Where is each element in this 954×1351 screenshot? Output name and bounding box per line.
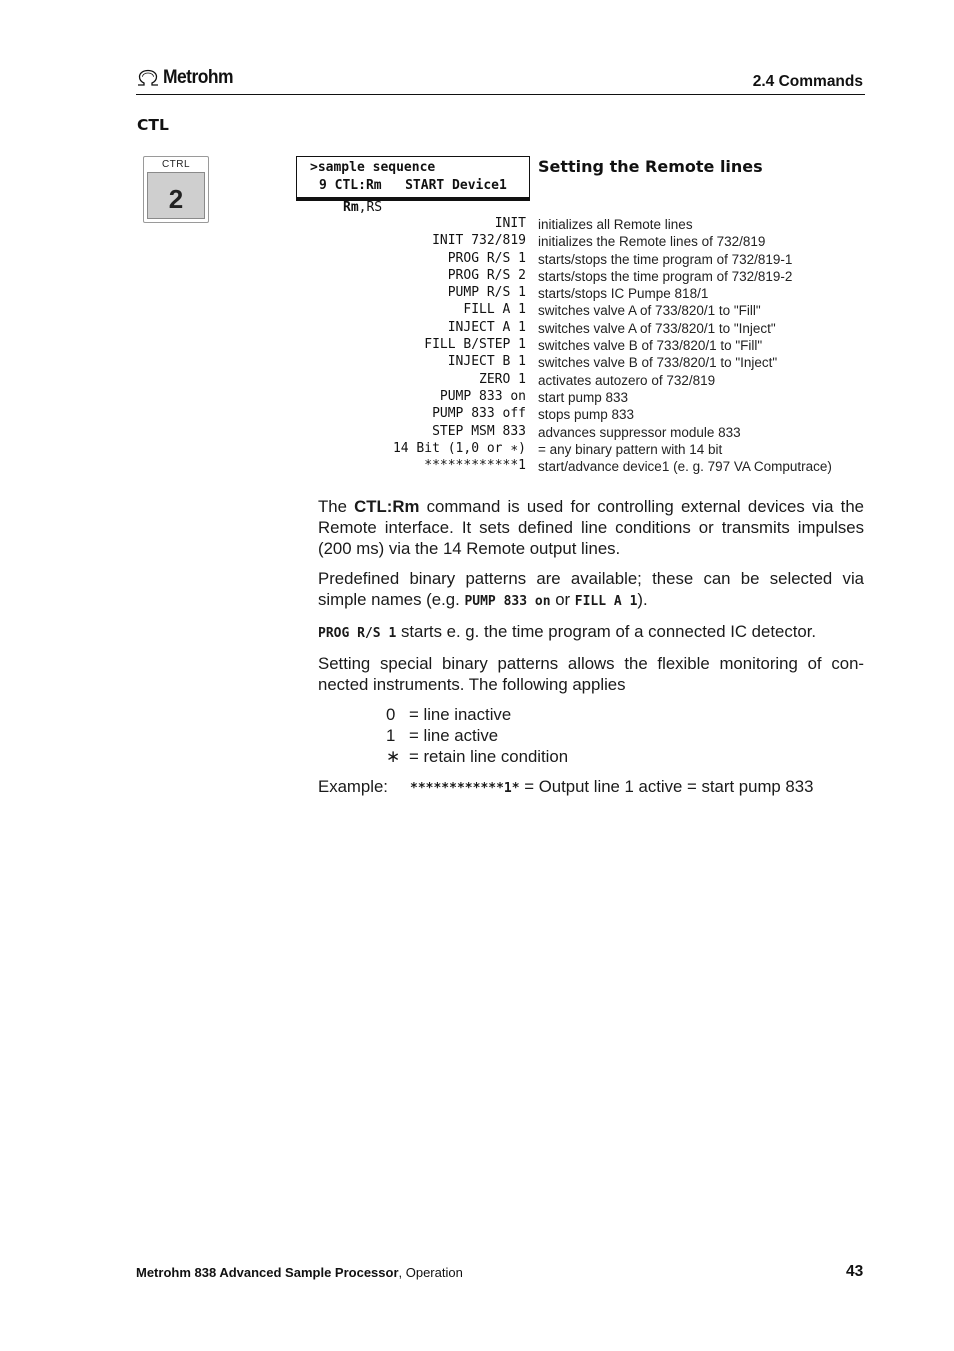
param-code: PUMP 833 on: [439, 388, 526, 404]
param-desc: stops pump 833: [538, 407, 635, 423]
param-desc: starts/stops the time program of 732/819-1: [538, 251, 793, 267]
paragraph: Setting special binary patterns allows the flexible monitoring of con-nected instruments. The following applies: [318, 654, 864, 694]
lcd-display: [296, 156, 530, 198]
param-desc: start pump 833: [538, 389, 629, 405]
paragraph: [318, 568, 864, 612]
param-code: INJECT A 1: [447, 319, 526, 335]
selected-parameter: Rm: [343, 200, 359, 215]
code-ref: PUMP 833 on: [464, 594, 551, 609]
command-ref: CTL:Rm: [354, 497, 420, 516]
param-code: STEP MSM 833: [432, 423, 526, 439]
param-code: INIT: [494, 216, 526, 231]
metrohm-logo: [136, 67, 239, 89]
list-item: [386, 704, 864, 725]
text: The: [318, 497, 355, 516]
ctrl-key: [143, 156, 209, 223]
legend-text: = line active: [409, 726, 499, 745]
param-code: ZERO 1: [479, 371, 526, 387]
list-item: [296, 458, 876, 475]
text: or: [550, 590, 575, 609]
command-name: CTL: [137, 116, 169, 134]
param-desc: starts/stops the time program of 732/819-2: [538, 268, 793, 284]
param-desc: activates autozero of 732/819: [538, 372, 716, 388]
param-desc: initializes all Remote lines: [538, 217, 693, 232]
param-code: FILL B/STEP 1: [424, 337, 526, 353]
param-code: INJECT B 1: [447, 354, 526, 370]
list-item: [296, 233, 876, 250]
example: [318, 776, 864, 799]
page-header: [136, 64, 865, 95]
text: starts e. g. the time program of a connected IC detector.: [396, 622, 817, 641]
list-item: [386, 746, 864, 767]
param-code: PROG R/S 2: [447, 267, 526, 283]
legend-symbol: ∗: [386, 747, 401, 766]
example-content: [410, 776, 813, 799]
omega-icon: [136, 69, 160, 87]
legend: [386, 704, 864, 767]
list-item: [296, 406, 876, 423]
list-item: [296, 285, 876, 302]
param-code: PUMP 833 off: [432, 406, 526, 422]
param-desc: switches valve A of 733/820/1 to "Fill": [538, 303, 761, 319]
example-label: Example:: [318, 777, 388, 796]
page-number: 43: [846, 1263, 864, 1280]
legend-symbol: 0: [386, 705, 396, 724]
param-desc: = any binary pattern with 14 bit: [538, 441, 723, 457]
param-desc: initializes the Remote lines of 732/819: [538, 234, 766, 250]
list-item: [296, 268, 876, 285]
parameter-selector: [343, 200, 382, 215]
param-code: INIT 732/819: [432, 233, 526, 249]
param-desc: starts/stops IC Pumpe 818/1: [538, 286, 709, 302]
list-item: [296, 302, 876, 319]
footer-product: Metrohm 838 Advanced Sample Processor: [136, 1265, 399, 1280]
key-face: [147, 172, 205, 219]
legend-text: = line inactive: [409, 705, 512, 724]
text: command is used for controlling external devices via the Remote interface. It sets defined line conditions or transmits impulses (200 ms) via the 14 Remote output lines.: [318, 497, 864, 558]
list-item: [296, 251, 876, 268]
list-item: [296, 354, 876, 371]
list-item: [386, 725, 864, 746]
param-code: ************1: [424, 458, 526, 474]
list-item: [296, 337, 876, 354]
legend-symbol: 1: [386, 726, 396, 745]
key-number: 2: [168, 184, 184, 214]
other-parameter: ,RS: [358, 200, 383, 215]
code-ref: PROG R/S 1: [318, 626, 397, 641]
key-label: CTRL: [161, 159, 191, 170]
list-item: [296, 424, 876, 441]
body-text: [318, 496, 864, 799]
param-code: FILL A 1: [463, 302, 526, 318]
list-item: [296, 389, 876, 406]
text: ).: [637, 590, 648, 609]
list-item: [296, 372, 876, 389]
text: Predefined binary patterns are available; these can be selected via simple names (e.g.: [318, 569, 864, 609]
param-code: PROG R/S 1: [447, 250, 526, 266]
display-underline: [296, 198, 530, 201]
param-desc: switches valve A of 733/820/1 to "Inject": [538, 320, 776, 336]
subtitle: Setting the Remote lines: [538, 157, 763, 176]
footer-suffix: , Operation: [398, 1265, 463, 1280]
param-desc: start/advance device1 (e. g. 797 VA Computrace): [538, 459, 832, 475]
list-item: [296, 216, 876, 233]
param-code: PUMP R/S 1: [447, 285, 526, 301]
list-item: [296, 441, 876, 458]
parameter-list: [296, 216, 876, 475]
logo-text: Metrohm: [163, 67, 233, 88]
paragraph: [318, 621, 864, 644]
list-item: [296, 320, 876, 337]
page-footer: [136, 1265, 463, 1280]
code-ref: FILL A 1: [574, 594, 638, 609]
legend-text: = retain line condition: [409, 747, 569, 766]
paragraph: [318, 496, 864, 559]
code-ref: ************1*: [410, 781, 520, 796]
display-line-1: >sample sequence: [310, 160, 436, 175]
param-desc: switches valve B of 733/820/1 to "Inject": [538, 355, 778, 371]
text: = Output line 1 active = start pump 833: [519, 777, 814, 796]
section-title: 2.4 Commands: [752, 73, 863, 90]
param-desc: advances suppressor module 833: [538, 424, 741, 440]
display-line-2: 9 CTL:Rm START Device1: [319, 178, 507, 193]
param-desc: switches valve B of 733/820/1 to "Fill": [538, 338, 763, 354]
param-code: 14 Bit (1,0 or ∗): [392, 440, 526, 456]
